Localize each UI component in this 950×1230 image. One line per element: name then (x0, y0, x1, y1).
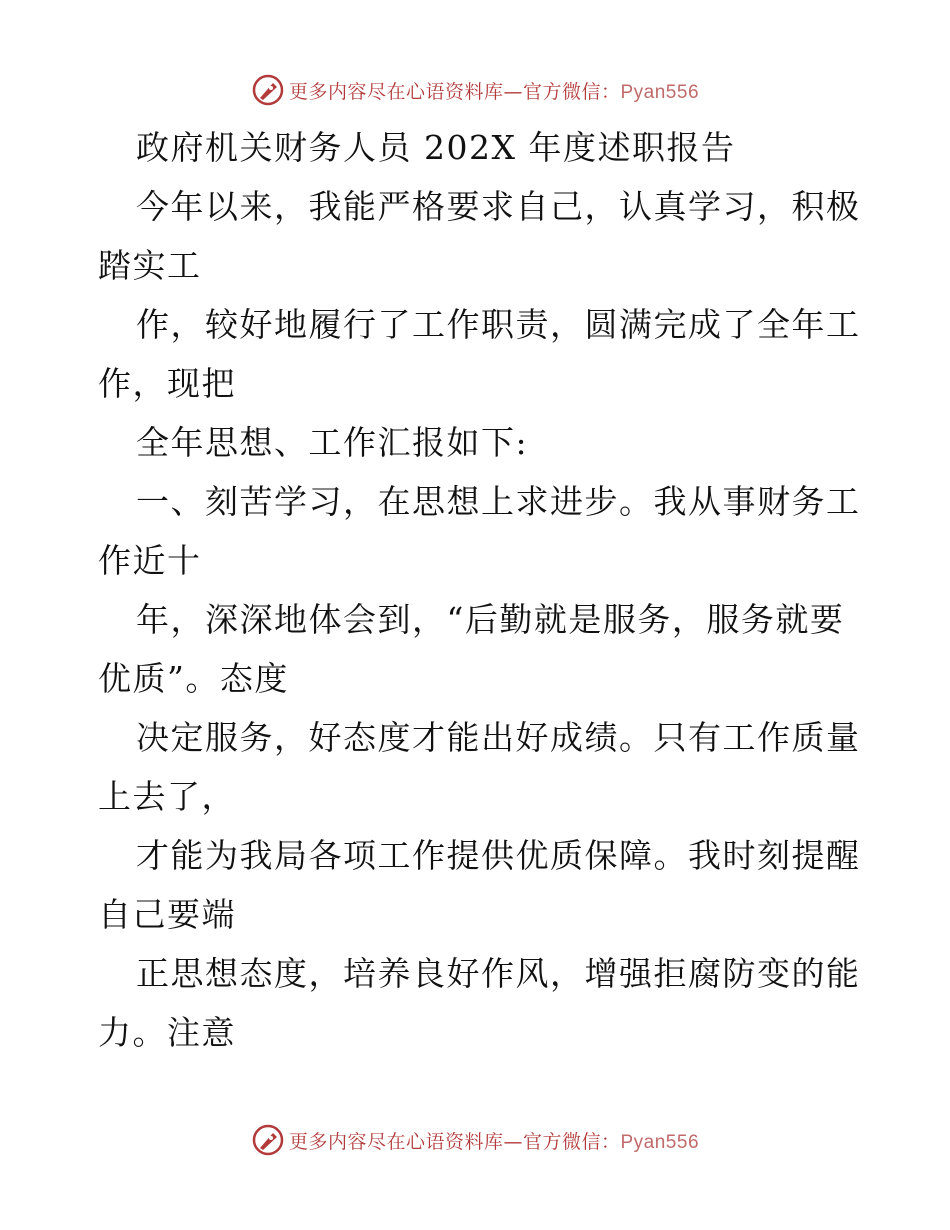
document-title: 政府机关财务人员 202X 年度述职报告 (136, 128, 736, 167)
text-line: 才能为我局各项工作提供优质保障。我时刻提醒 (136, 836, 861, 875)
document-body (98, 118, 861, 1062)
banner-dash: — (503, 80, 523, 103)
header-watermark-banner (0, 70, 950, 110)
text-line: 今年以来，我能严格要求自己，认真学习，积极 (136, 187, 861, 226)
banner-contact: Pyan556 (620, 81, 700, 103)
banner-dash: — (503, 1130, 523, 1153)
pen-nib-logo-icon (251, 73, 285, 107)
text-line: 自己要端 (98, 895, 236, 934)
banner-text (289, 77, 699, 104)
text-line: 踏实工 (98, 246, 202, 285)
text-line: 年，深深地体会到，“后勤就是服务，服务就要 (136, 600, 845, 639)
text-line: 优质”。态度 (98, 659, 289, 698)
banner-text (289, 1127, 699, 1154)
text-line: 作近十 (98, 541, 202, 580)
pen-nib-logo-icon (251, 1123, 285, 1157)
text-line: 作，较好地履行了工作职责，圆满完成了全年工 (136, 305, 861, 344)
text-line: 全年思想、工作汇报如下: (136, 423, 529, 462)
banner-contact: Pyan556 (620, 1131, 700, 1153)
text-line: 正思想态度，培养良好作风，增强拒腐防变的能 (136, 954, 861, 993)
banner-channel: 官方微信： (522, 1130, 621, 1153)
text-line: 一、刻苦学习，在思想上求进步。我从事财务工 (136, 482, 861, 521)
text-line: 作，现把 (98, 364, 236, 403)
banner-channel: 官方微信： (522, 80, 621, 103)
text-line: 决定服务，好态度才能出好成绩。只有工作质量 (136, 718, 861, 757)
footer-watermark-banner (0, 1120, 950, 1160)
text-line: 力。注意 (98, 1013, 236, 1052)
banner-slogan: 更多内容尽在心语资料库 (288, 1130, 504, 1153)
text-line: 上去了， (98, 777, 236, 816)
banner-slogan: 更多内容尽在心语资料库 (288, 80, 504, 103)
